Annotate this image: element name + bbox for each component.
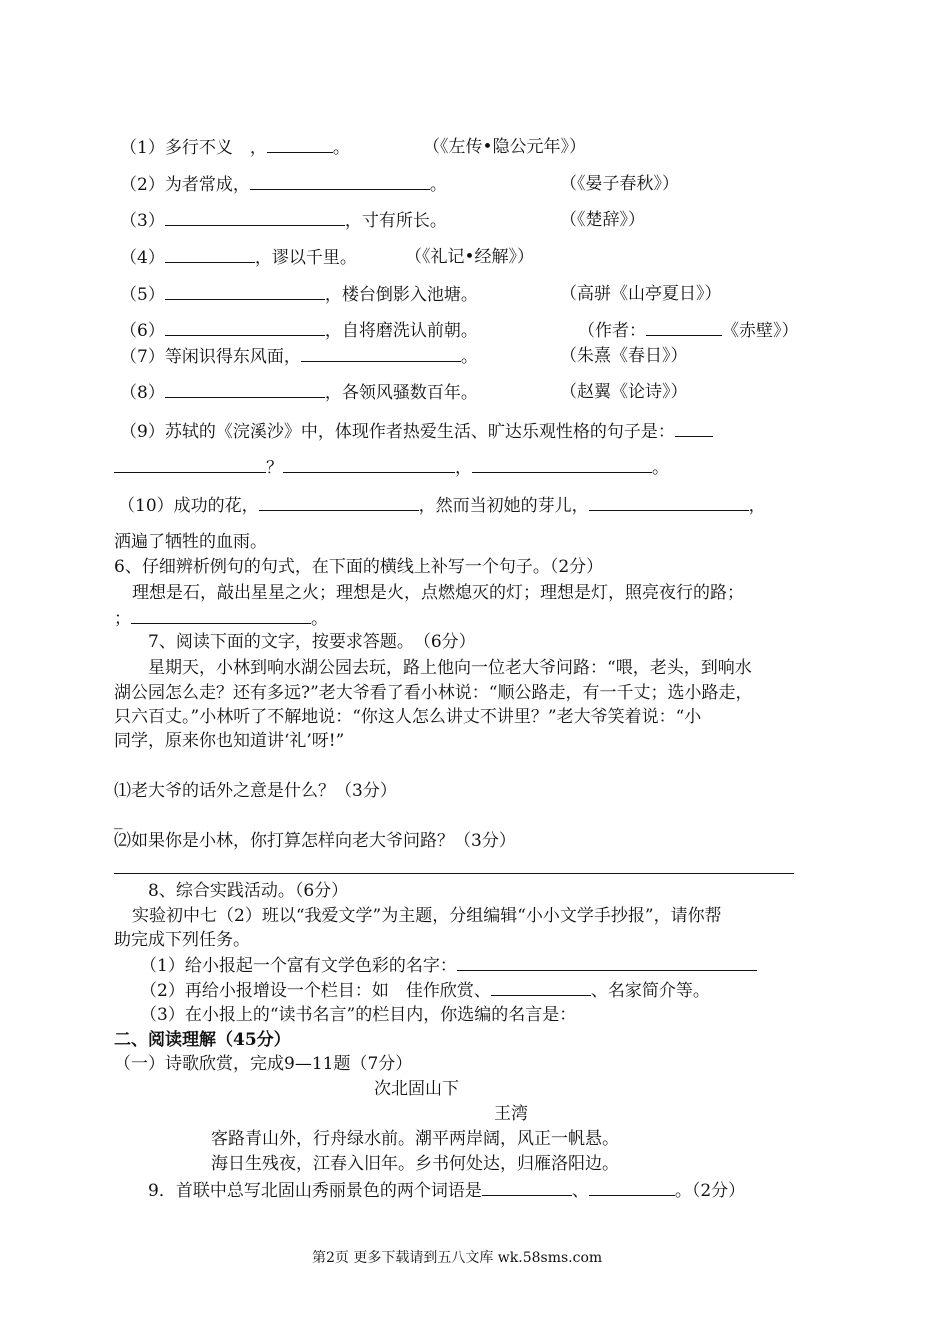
answer-blank[interactable] bbox=[165, 380, 325, 398]
q7-passage-line: 只六百丈。”小林听了不解地说：“你这人怎么讲丈不讲里？”老大爷笑着说：“小 bbox=[114, 707, 702, 727]
q5-source-7: （朱熹《春日》） bbox=[560, 346, 688, 366]
q6-answer-line: ； 。 bbox=[114, 606, 328, 631]
q7-passage-line: 湖公园怎么走？还有多远?”老大爷看了看小林说：“顺公路走，有一千丈；选小路走， bbox=[114, 683, 753, 703]
q5-source-2: （《晏子春秋》） bbox=[560, 174, 679, 194]
q5-item-9-cont: ？ ， 。 bbox=[114, 455, 669, 480]
q5-source-3: （《楚辞》） bbox=[560, 210, 645, 230]
q8-intro-line: 实验初中七（2）班以“我爱文学”为主题，分组编辑“小小文学手抄报”，请你帮 bbox=[132, 906, 722, 926]
answer-blank[interactable] bbox=[283, 455, 455, 473]
q8-task-3: （3）在小报上的“读书名言”的栏目内，你选编的名言是： bbox=[140, 1005, 577, 1025]
answer-blank[interactable] bbox=[589, 493, 749, 511]
q5-item-2: （2）为者常成， 。 bbox=[120, 172, 447, 197]
poem-line: 客路青山外，行舟绿水前。潮平两岸阔，风正一帆悬。 bbox=[211, 1129, 619, 1149]
q8-intro-line: 助完成下列任务。 bbox=[114, 930, 250, 950]
q5-item-9: （9）苏轼的《浣溪沙》中，体现作者热爱生活、旷达乐观性格的句子是： bbox=[120, 419, 713, 444]
q9: 9．首联中总写北固山秀丽景色的两个词语是 、 。（2分） bbox=[148, 1178, 745, 1203]
answer-blank[interactable] bbox=[165, 318, 325, 336]
q5-source-8: （赵翼《论诗》） bbox=[560, 382, 688, 402]
q6-example: 理想是石，敲出星星之火；理想是火，点燃熄灭的灯；理想是灯，照亮夜行的路； bbox=[132, 583, 744, 603]
answer-blank[interactable] bbox=[472, 455, 652, 473]
q5-item-7: （7）等闲识得东风面， 。 bbox=[120, 344, 478, 369]
answer-blank[interactable] bbox=[301, 344, 461, 362]
answer-blank[interactable] bbox=[589, 1178, 675, 1196]
answer-blank[interactable] bbox=[165, 245, 255, 263]
q7-passage-line: 星期天，小林到响水湖公园去玩，路上他向一位老大爷问路：“喂，老头，到响水 bbox=[148, 658, 752, 678]
q8-title: 8、综合实践活动。（6分） bbox=[148, 881, 349, 901]
q7-title: 7、阅读下面的文字，按要求答题。 （6分） bbox=[148, 632, 476, 652]
q5-item-6: （6） ，自将磨洗认前朝。 bbox=[120, 318, 478, 343]
q7-answer-line[interactable] bbox=[114, 873, 794, 874]
answer-blank[interactable] bbox=[165, 208, 345, 226]
poem-author: 王湾 bbox=[494, 1104, 528, 1124]
answer-blank[interactable] bbox=[259, 493, 419, 511]
author-blank[interactable] bbox=[646, 318, 722, 336]
section-heading: 二、阅读理解（45分） bbox=[114, 1030, 291, 1050]
q5-item-1: （1）多行不义 ， 。 bbox=[120, 135, 350, 160]
answer-blank[interactable] bbox=[131, 606, 311, 624]
q5-source-5: （高骈《山亭夏日》） bbox=[560, 284, 722, 304]
q5-item-8: （8） ，各领风骚数百年。 bbox=[120, 380, 478, 405]
q7-passage-line: 同学，原来你也知道讲‘礼’呀!” bbox=[114, 731, 345, 751]
q6-title: 6、仔细辨析例句的句式，在下面的横线上补写一个句子。（2分） bbox=[114, 557, 604, 577]
poem-line: 海日生残夜，江春入旧年。乡书何处达，归雁洛阳边。 bbox=[211, 1154, 619, 1174]
page-footer: 第2页 更多下载请到五八文库 wk.58sms.com bbox=[312, 1250, 603, 1266]
q5-item-10-cont: 洒遍了牺牲的血雨。 bbox=[114, 532, 267, 552]
answer-blank[interactable] bbox=[457, 953, 757, 971]
answer-blank[interactable] bbox=[267, 135, 333, 153]
q7-answer-mark: _ bbox=[114, 810, 123, 830]
answer-blank[interactable] bbox=[482, 1178, 572, 1196]
q5-item-3: （3） ，寸有所长。 bbox=[120, 208, 447, 233]
q5-source-6: （作者： 《赤壁》） bbox=[578, 318, 799, 343]
poem-title: 次北固山下 bbox=[374, 1079, 459, 1099]
q7-sub-question-1: ⑴老大爷的话外之意是什么？（3分） bbox=[114, 781, 397, 801]
q5-source-1: （《左传•隐公元年》） bbox=[423, 137, 587, 157]
answer-blank[interactable] bbox=[114, 455, 266, 473]
answer-blank[interactable] bbox=[250, 172, 430, 190]
answer-blank[interactable] bbox=[675, 419, 713, 437]
q5-item-5: （5） ，楼台倒影入池塘。 bbox=[120, 282, 478, 307]
poem-section-intro: （一）诗歌欣赏，完成9—11题（7分） bbox=[114, 1054, 413, 1074]
q8-task-1: （1）给小报起一个富有文学色彩的名字： bbox=[140, 953, 757, 978]
q7-sub-question-2: ⑵如果你是小林，你打算怎样向老大爷问路？（3分） bbox=[114, 831, 516, 851]
answer-blank[interactable] bbox=[165, 282, 325, 300]
q8-task-2: （2）再给小报增设一个栏目：如 佳作欣赏、 、名家简介等。 bbox=[140, 978, 710, 1003]
q5-source-4: （《礼记•经解》） bbox=[405, 247, 535, 267]
answer-blank[interactable] bbox=[491, 978, 591, 996]
q5-item-4: （4） ，谬以千里。 bbox=[120, 245, 357, 270]
q5-item-10: （10）成功的花， ，然而当初她的芽儿， ， bbox=[118, 493, 766, 518]
